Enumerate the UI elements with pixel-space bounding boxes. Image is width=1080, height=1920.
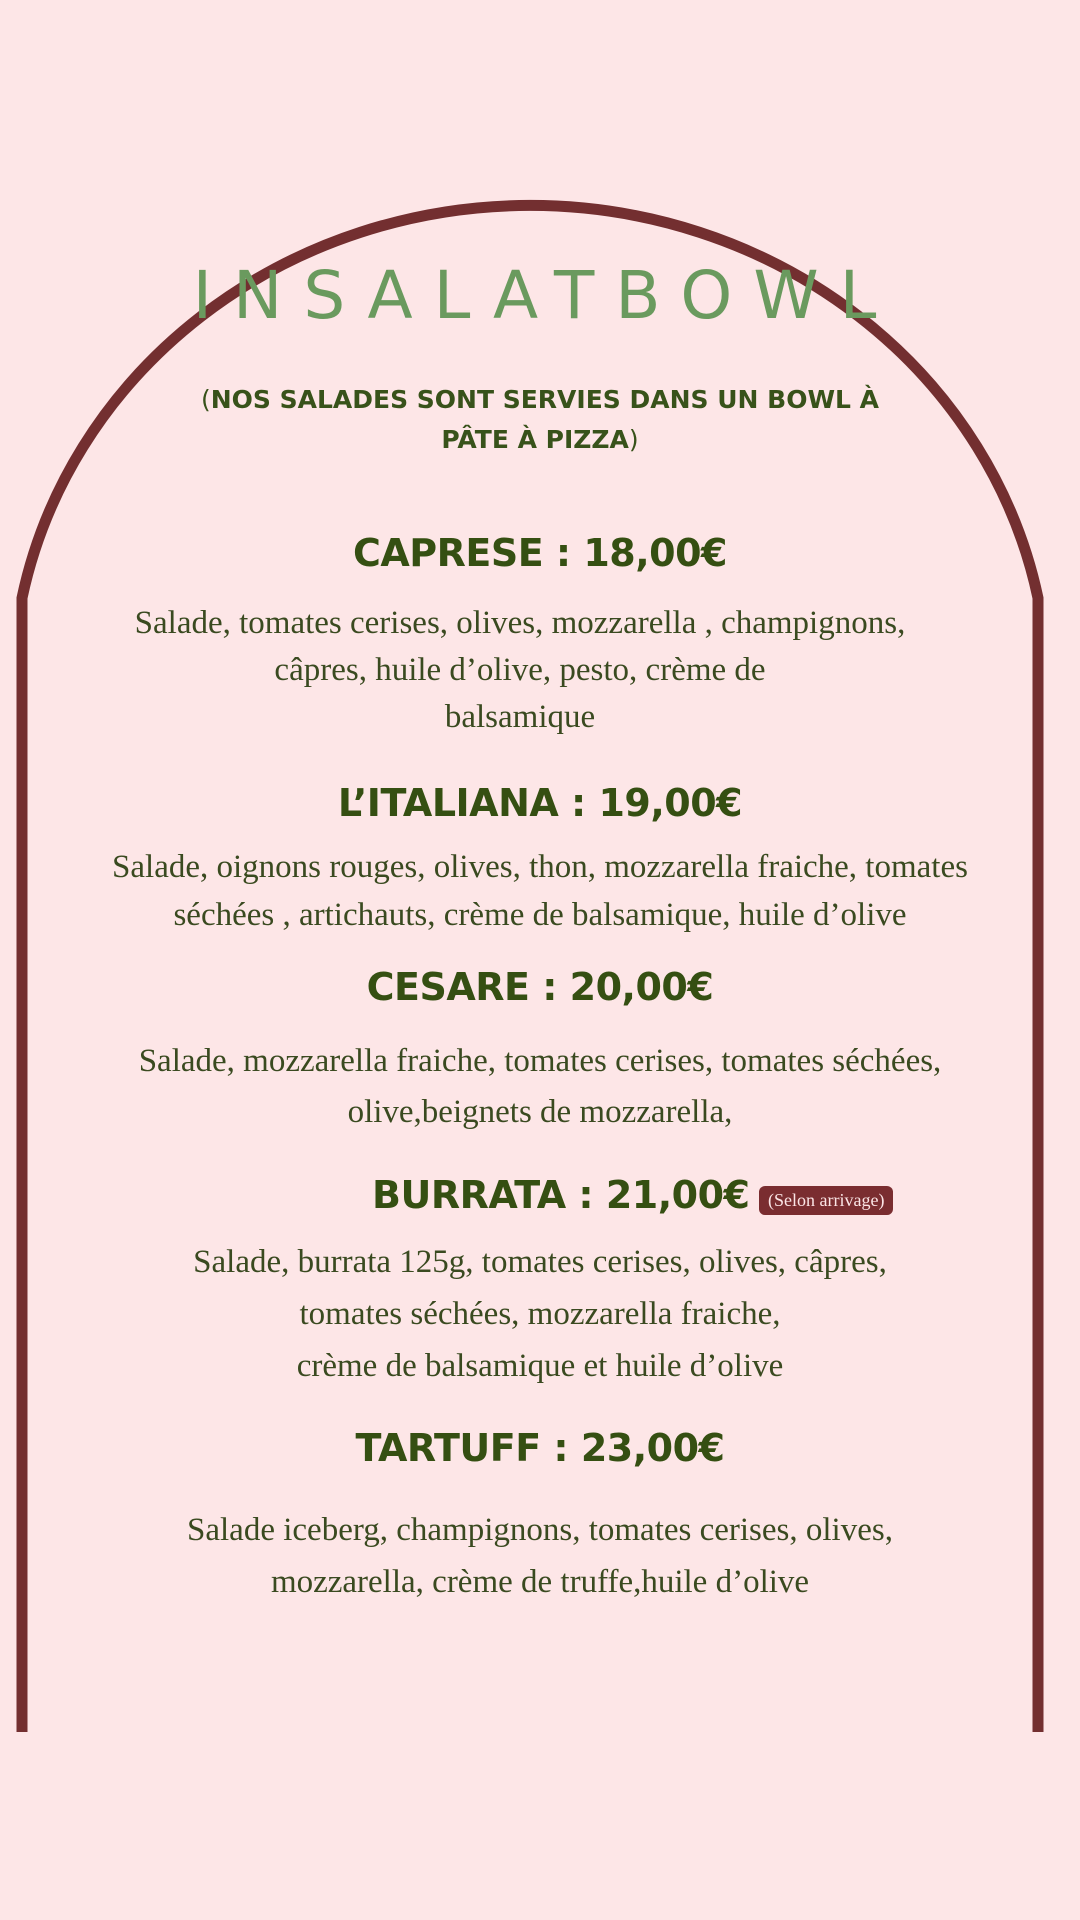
description-line: olive,beignets de mozzarella,: [347, 1094, 733, 1130]
subtitle-line-2: PÂTE À PIZZA: [441, 425, 629, 454]
item-heading-caprese: CAPRESE : 18,00€: [353, 531, 727, 575]
description-line: câpres, huile d’olive, pesto, crème de: [274, 652, 766, 688]
item-heading-cesare: CESARE : 20,00€: [366, 965, 714, 1009]
description-line: tomates séchées, mozzarella fraiche,: [299, 1296, 781, 1332]
description-line: crème de balsamique et huile d’olive: [296, 1348, 784, 1384]
item-heading-italiana: L’ITALIANA : 19,00€: [337, 781, 743, 825]
description-line: Salade iceberg, champignons, tomates cerises, olives,: [187, 1512, 893, 1548]
item-heading-row-burrata: [0, 1170, 1080, 1220]
description-line: Salade, mozzarella fraiche, tomates cerises, tomates séchées,: [138, 1043, 942, 1079]
description-line: mozzarella, crème de truffe,huile d’olive: [270, 1564, 810, 1600]
description-line: balsamique: [444, 699, 596, 735]
item-heading-tartuff: TARTUFF : 23,00€: [355, 1426, 725, 1470]
description-line: Salade, tomates cerises, olives, mozzarella , champignons,: [134, 605, 906, 641]
subtitle-line-1: NOS SALADES SONT SERVIES DANS UN BOWL À: [210, 385, 880, 414]
item-description-tartuff: [80, 1504, 1000, 1608]
item-description-italiana: [40, 843, 1040, 939]
item-heading-burrata: BURRATA : 21,00€: [372, 1173, 750, 1217]
description-line: séchées , artichauts, crème de balsamique, huile d’olive: [173, 897, 907, 933]
subtitle-close-paren: ): [628, 425, 639, 454]
description-line: Salade, burrata 125g, tomates cerises, olives, câpres,: [193, 1244, 887, 1280]
item-description-burrata: [90, 1236, 990, 1392]
description-line: Salade, oignons rouges, olives, thon, mozzarella fraiche, tomates: [112, 849, 968, 885]
item-description-cesare: [80, 1036, 1000, 1138]
menu-title: INSALATBOWL: [192, 257, 898, 334]
availability-badge: (Selon arrivage): [759, 1186, 893, 1215]
item-description-caprese: [60, 600, 980, 741]
menu-subtitle: [190, 380, 890, 460]
subtitle-open-paren: (: [200, 385, 211, 414]
